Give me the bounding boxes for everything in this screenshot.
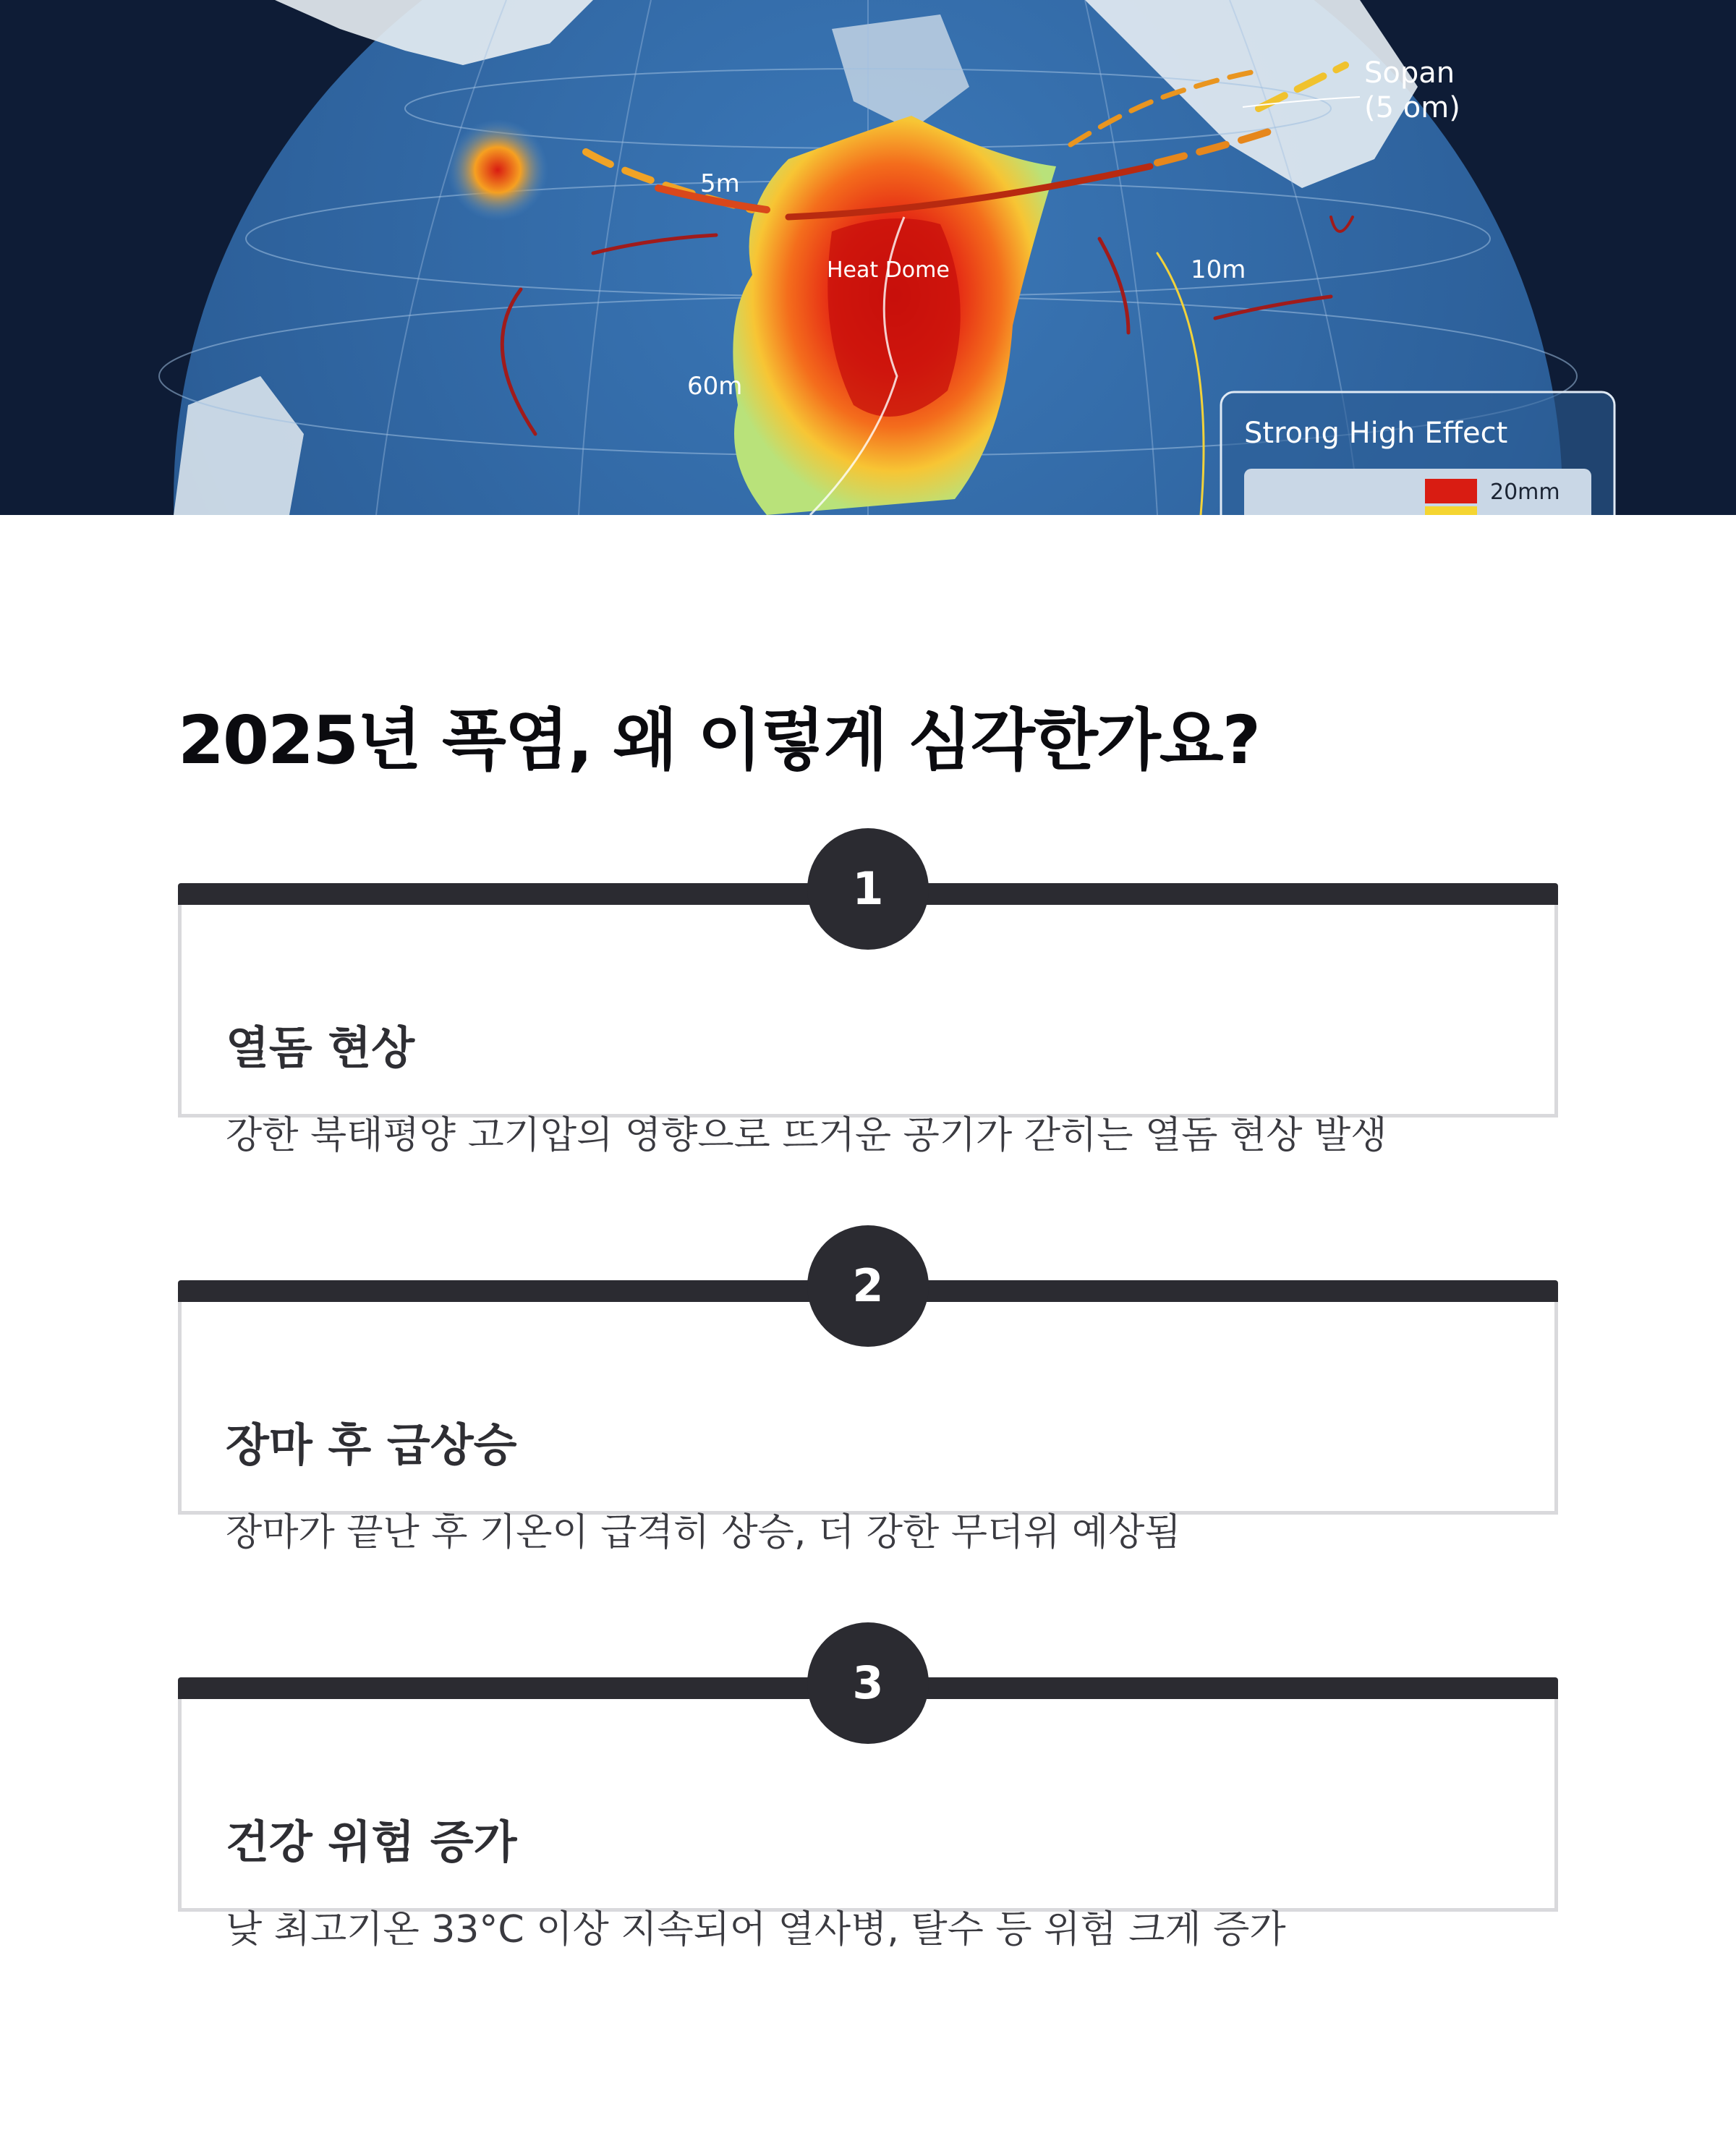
legend-swatch-yellow: [1425, 506, 1477, 515]
heat-dome-label: Heat Dome: [827, 257, 950, 283]
card-heading: 장마 후 급상승: [226, 1418, 517, 1471]
legend-box: [1221, 392, 1614, 515]
depth-label-60m: 60m: [687, 372, 743, 401]
storm-cell: [447, 119, 548, 221]
legend-title: Strong High Effect: [1244, 417, 1508, 450]
number-badge: 1: [807, 828, 929, 950]
reason-card-2: [178, 1225, 1558, 1554]
number-badge: 3: [807, 1622, 929, 1744]
page-title: 2025년 폭염, 왜 이렇게 심각한가요?: [178, 702, 1259, 779]
reason-card-1: [178, 828, 1558, 1157]
reason-card-3: [178, 1622, 1558, 1951]
legend-entry: 20mm: [1490, 480, 1560, 505]
card-description: 강한 북태평양 고기압의 영향으로 뜨거운 공기가 갇히는 열돔 현상 발생: [226, 1114, 1387, 1157]
card-description: 낮 최고기온 33°C 이상 지속되어 열사병, 탈수 등 위험 크게 증가: [226, 1908, 1286, 1951]
depth-label-10m: 10m: [1191, 255, 1246, 284]
sopan-label: Sopan: [1364, 56, 1455, 90]
sopan-sublabel: (5 om): [1364, 91, 1460, 124]
globe-illustration: [0, 0, 1736, 515]
card-description: 장마가 끝난 후 기온이 급격히 상승, 더 강한 무더위 예상됨: [226, 1511, 1181, 1554]
card-heading: 건강 위험 증가: [226, 1815, 517, 1868]
card-heading: 열돔 현상: [226, 1021, 415, 1074]
legend-swatch-red: [1425, 479, 1477, 503]
heat-dome-map: [0, 0, 1736, 515]
number-badge: 2: [807, 1225, 929, 1347]
depth-label-5m: 5m: [700, 169, 740, 198]
